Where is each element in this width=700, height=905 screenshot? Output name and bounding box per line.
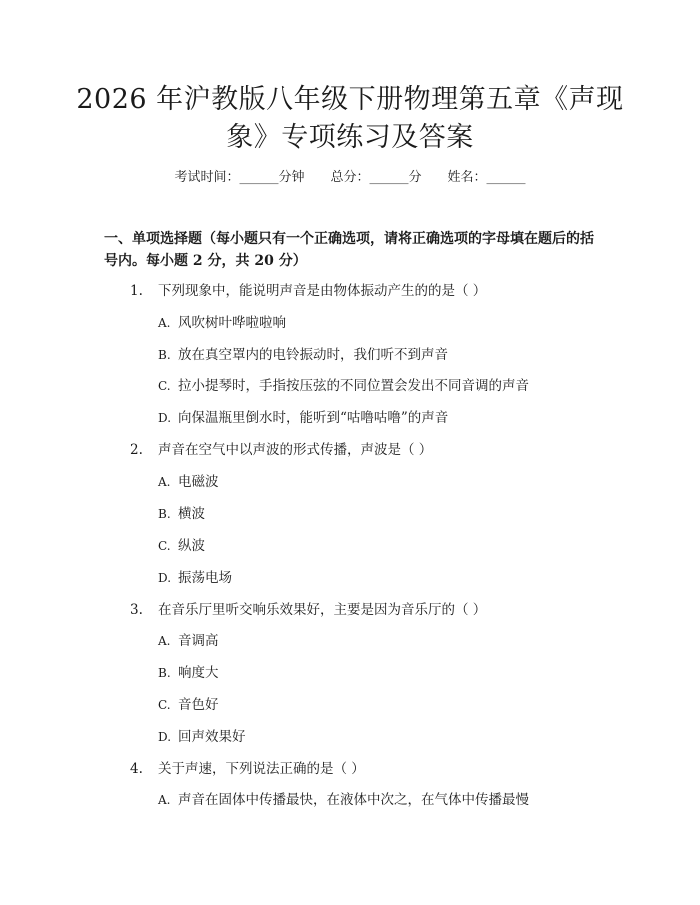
question-1-option-c — [158, 375, 529, 397]
option-letter: A. — [158, 634, 171, 648]
option-text: 放在真空罩内的电铃振动时，我们听不到声音 — [178, 347, 448, 363]
option-text: 音色好 — [178, 697, 219, 713]
question-text: 关于声速，下列说法正确的是（ ） — [158, 761, 365, 777]
question-3-option-b — [158, 662, 219, 684]
option-text: 振荡电场 — [178, 570, 232, 586]
option-text: 向保温瓶里倒水时，能听到“咕噜咕噜”的声音 — [178, 410, 449, 426]
question-4 — [130, 758, 365, 780]
option-letter: B. — [158, 507, 171, 521]
option-letter: A. — [158, 316, 171, 330]
section-heading-line-2: 号内。每小题 2 分，共 20 分） — [104, 253, 307, 269]
question-1-option-a — [158, 312, 286, 334]
option-letter: C. — [158, 539, 171, 553]
question-3-option-a — [158, 630, 219, 652]
option-text: 风吹树叶哗啦啦响 — [178, 315, 286, 331]
question-text: 在音乐厅里听交响乐效果好，主要是因为音乐厅的（ ） — [158, 602, 487, 618]
option-letter: D. — [158, 411, 172, 425]
question-1 — [130, 280, 486, 302]
question-2-option-d — [158, 567, 232, 589]
question-3-option-d — [158, 726, 246, 748]
exam-time-field: 考试时间：______分钟 — [174, 170, 305, 185]
option-text: 横波 — [178, 506, 205, 522]
option-letter: C. — [158, 379, 171, 393]
question-1-option-b — [158, 344, 448, 366]
option-letter: B. — [158, 666, 171, 680]
option-letter: D. — [158, 571, 172, 585]
question-1-option-d — [158, 407, 448, 429]
question-2-option-a — [158, 471, 219, 493]
question-number: 4. — [130, 761, 143, 777]
page-title-line-2: 象》专项练习及答案 — [226, 122, 474, 153]
option-text: 声音在固体中传播最快，在液体中次之，在气体中传播最慢 — [178, 792, 529, 808]
question-number: 1. — [130, 283, 143, 299]
question-number: 3. — [130, 602, 143, 618]
option-text: 回声效果好 — [178, 729, 246, 745]
exam-score-field: 总分：______分 — [330, 170, 422, 185]
question-number: 2. — [130, 442, 143, 458]
option-text: 音调高 — [178, 633, 219, 649]
option-text: 响度大 — [178, 665, 219, 681]
question-2-option-c — [158, 535, 205, 557]
option-letter: A. — [158, 793, 171, 807]
question-3 — [130, 599, 486, 621]
option-letter: C. — [158, 698, 171, 712]
page-title-line-1: 2026 年沪教版八年级下册物理第五章《声现 — [76, 84, 624, 115]
option-letter: A. — [158, 475, 171, 489]
option-text: 电磁波 — [178, 474, 219, 490]
question-2 — [130, 439, 432, 461]
option-letter: B. — [158, 348, 171, 362]
exam-meta — [0, 167, 700, 189]
question-2-option-b — [158, 503, 205, 525]
question-text: 下列现象中，能说明声音是由物体振动产生的的是（ ） — [158, 283, 487, 299]
section-heading-line-1: 一、单项选择题（每小题只有一个正确选项，请将正确选项的字母填在题后的括 — [104, 231, 594, 247]
exam-name-field: 姓名：______ — [447, 170, 526, 185]
option-text: 拉小提琴时，手指按压弦的不同位置会发出不同音调的声音 — [178, 378, 529, 394]
option-letter: D. — [158, 730, 172, 744]
question-4-option-a — [158, 789, 529, 811]
option-text: 纵波 — [178, 538, 205, 554]
question-3-option-c — [158, 694, 219, 716]
question-text: 声音在空气中以声波的形式传播，声波是（ ） — [158, 442, 433, 458]
